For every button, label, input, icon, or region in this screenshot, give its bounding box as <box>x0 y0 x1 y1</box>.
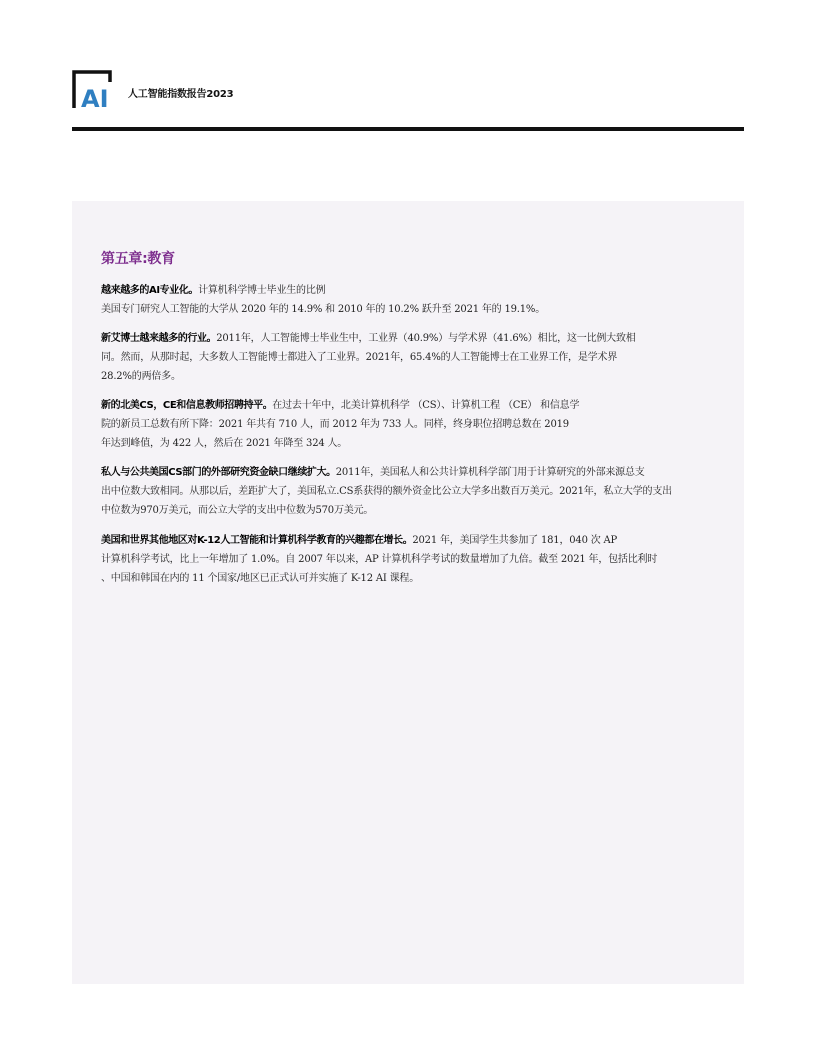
paragraph-text: 在过去十年中，北美计算机科学 （CS）、计算机工程 （CE） 和信息学 <box>272 400 580 411</box>
chapter-summary-panel <box>72 201 744 984</box>
paragraph-line <box>101 281 701 300</box>
header-rule <box>72 127 744 131</box>
paragraph-line: 美国专门研究人工智能的大学从 2020 年的 14.9% 和 2010 年的 10.2% 跃升至 2021 年的 19.1%。 <box>101 304 546 315</box>
paragraph-line <box>101 329 701 348</box>
ai-index-logo <box>72 70 118 110</box>
paragraph-line: 、中国和韩国在内的 11 个国家/地区已正式认可并实施了 K-12 AI 课程。 <box>101 573 420 584</box>
paragraph-text: 2011年，人工智能博士毕业生中，工业界（40.9%）与学术界（41.6%）相比，这一比例大致相 <box>216 333 636 344</box>
highlight-heading: 越来越多的AI专业化。 <box>101 285 199 296</box>
highlight-paragraph <box>101 329 701 386</box>
highlight-paragraph <box>101 396 701 453</box>
highlight-paragraph <box>101 463 701 520</box>
paragraph-line <box>101 396 701 415</box>
paragraph-line: 院的新员工总数有所下降：2021 年共有 710 人，而 2012 年为 733 人。同样，终身职位招聘总数在 2019 <box>101 419 569 430</box>
paragraph-line <box>101 463 701 482</box>
svg-text:AI: AI <box>81 85 109 110</box>
paragraph-text: 计算机科学博士毕业生的比例 <box>198 285 326 296</box>
paragraph-line: 年达到峰值，为 422 人，然后在 2021 年降至 324 人。 <box>101 438 348 449</box>
paragraph-line: 中位数为970万美元，而公立大学的支出中位数为570万美元。 <box>101 505 374 516</box>
paragraph-text: 2011年，美国私人和公共计算机科学部门用于计算研究的外部来源总支 <box>335 467 645 478</box>
highlight-heading: 美国和世界其他地区对K-12人工智能和计算机科学教育的兴趣都在增长。 <box>101 535 413 546</box>
page-header <box>72 70 744 110</box>
paragraph-text: 2021 年，美国学生共参加了 181，040 次 AP <box>412 535 618 546</box>
highlight-paragraph <box>101 531 701 588</box>
report-title: 人工智能指数报告2023 <box>128 89 234 100</box>
chapter-title: 第五章:教育 <box>101 251 175 267</box>
paragraph-line: 计算机科学考试，比上一年增加了 1.0%。自 2007 年以来，AP 计算机科学考试的数量增加了九倍。截至 2021 年，包括比利时 <box>101 554 658 565</box>
highlight-paragraph <box>101 281 701 319</box>
paragraph-line: 28.2%的两倍多。 <box>101 371 181 382</box>
highlight-heading: 新艾博士越来越多的行业。 <box>101 333 217 344</box>
paragraph-line <box>101 531 701 550</box>
highlight-heading: 私人与公共美国CS部门的外部研究资金缺口继续扩大。 <box>101 467 336 478</box>
paragraph-line: 出中位数大致相同。从那以后，差距扩大了，美国私立.CS系获得的额外资金比公立大学多出数百万美元。2021年，私立大学的支出 <box>101 486 672 497</box>
paragraph-line: 同。然而，从那时起，大多数人工智能博士都进入了工业界。2021年，65.4%的人工智能博士在工业界工作，是学术界 <box>101 352 618 363</box>
highlight-heading: 新的北美CS，CE和信息教师招聘持平。 <box>101 400 273 411</box>
